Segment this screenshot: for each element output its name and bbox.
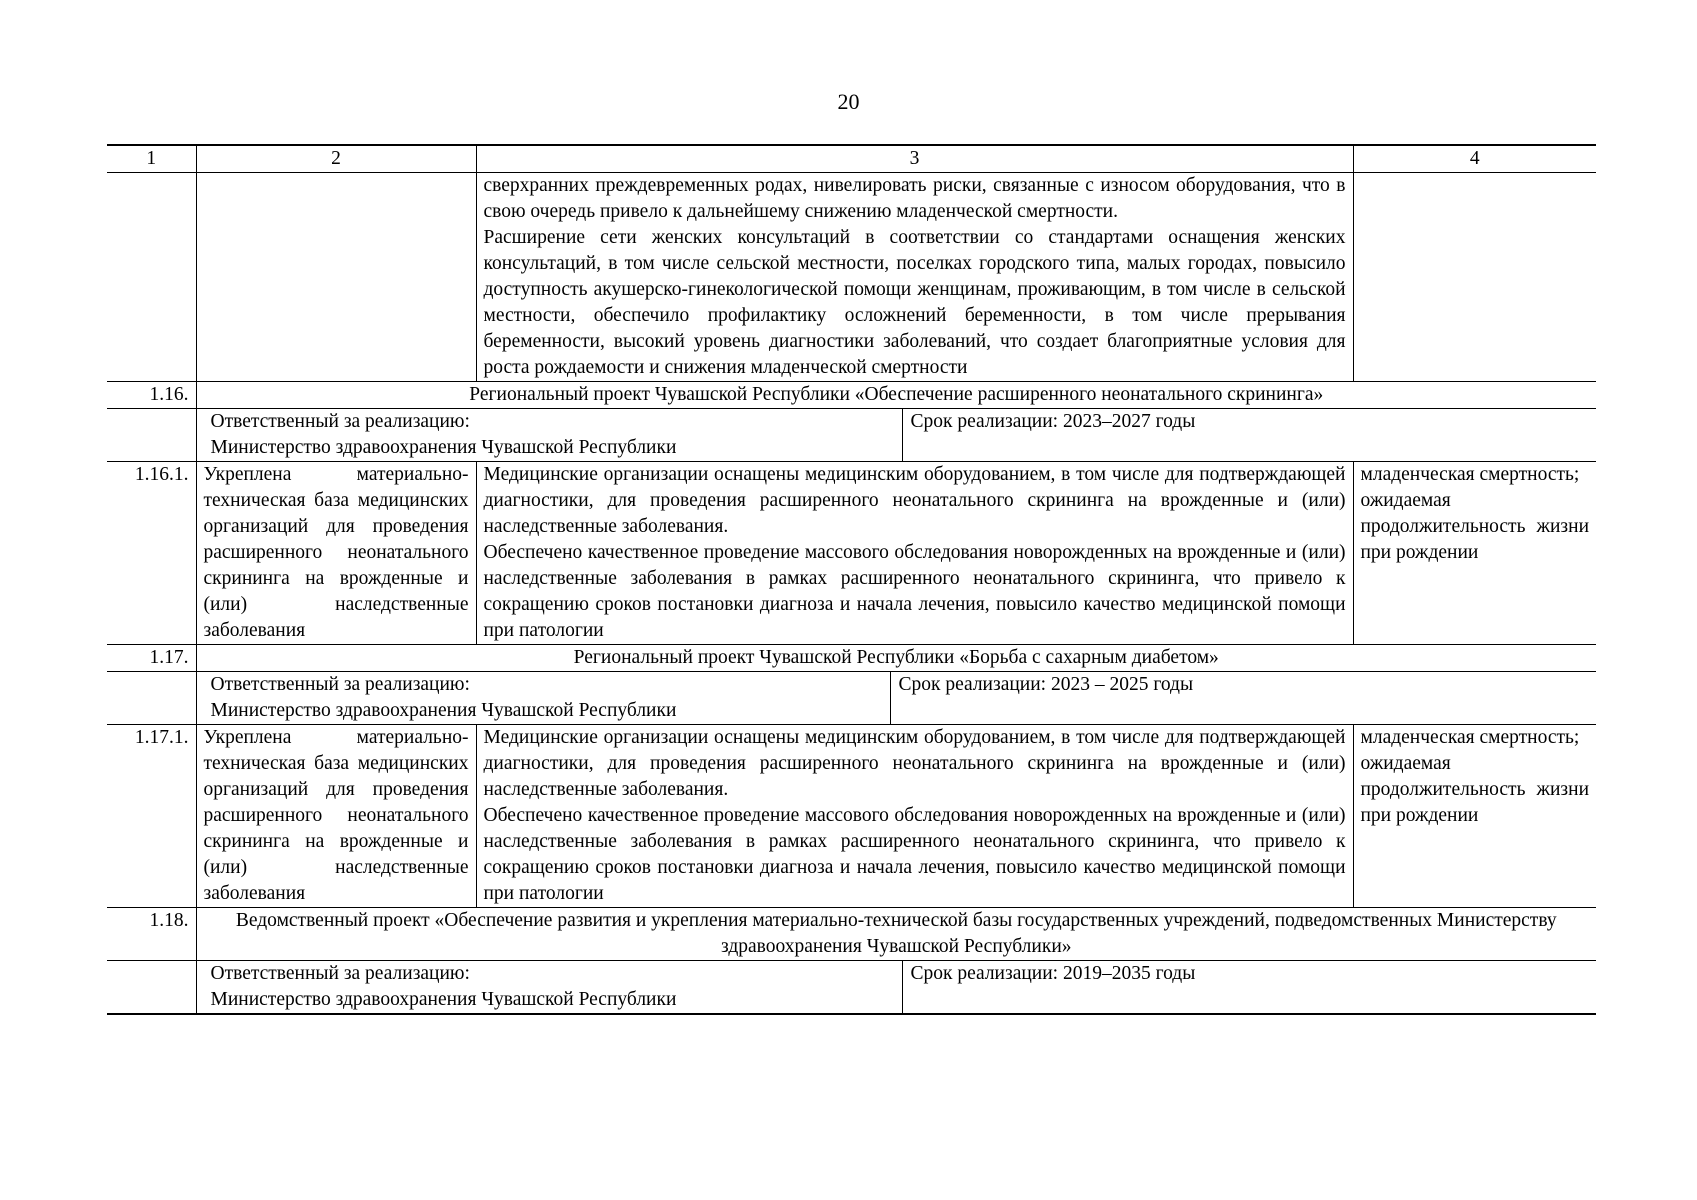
empty-num-cell xyxy=(107,672,196,725)
section-number: 1.16. xyxy=(107,382,196,409)
empty-num-cell xyxy=(107,409,196,462)
item-task: Укреплена материально-техническая база медицинских организаций для проведения расширенного неонатального скрининга на врожденные и (или) наследственные заболевания xyxy=(196,462,476,645)
item-indicators xyxy=(1353,462,1596,645)
page-number: 20 xyxy=(837,89,860,114)
responsible-row xyxy=(107,672,1596,725)
item-description xyxy=(476,462,1353,645)
responsible-label: Ответственный за реализацию: xyxy=(210,674,470,695)
term-block xyxy=(902,961,1196,1013)
header-col-4: 4 xyxy=(1353,145,1596,173)
responsible-block xyxy=(204,961,902,1013)
indicator: младенческая смертность; xyxy=(1360,464,1580,485)
measures-table xyxy=(107,144,1596,1015)
paragraph: Медицинские организации оснащены медицинским оборудованием, в том числе для подтверждающей диагностики, для проведения расширенного неонатального скрининга на врожденные и (или) наследственные заболевания. xyxy=(483,727,1346,800)
paragraph: Медицинские организации оснащены медицинским оборудованием, в том числе для подтверждающей диагностики, для проведения расширенного неонатального скрининга на врожденные и (или) наследственные заболевания. xyxy=(483,464,1346,537)
table-header-row xyxy=(107,145,1596,173)
responsible-label: Ответственный за реализацию: xyxy=(210,963,470,984)
header-col-1: 1 xyxy=(107,145,196,173)
section-title-row xyxy=(107,645,1596,672)
implementation-term: Срок реализации: 2019–2035 годы xyxy=(910,963,1196,984)
item-number: 1.16.1. xyxy=(107,462,196,645)
item-number: 1.17.1. xyxy=(107,725,196,908)
implementation-term: Срок реализации: 2023 – 2025 годы xyxy=(898,674,1194,695)
empty-num-cell xyxy=(107,961,196,1015)
item-row xyxy=(107,462,1596,645)
responsible-value: Министерство здравоохранения Чувашской Республики xyxy=(210,700,677,721)
term-block xyxy=(890,672,1194,724)
header-col-2: 2 xyxy=(196,145,476,173)
responsible-value: Министерство здравоохранения Чувашской Республики xyxy=(210,437,677,458)
responsible-row xyxy=(107,409,1596,462)
implementation-term: Срок реализации: 2023–2027 годы xyxy=(910,411,1196,432)
section-title: Ведомственный проект «Обеспечение развития и укрепления материально-технической базы государственных учреждений, подведомственных Министерству здравоохранения Чувашской Республики» xyxy=(196,908,1596,961)
item-task: Укреплена материально-техническая база медицинских организаций для проведения расширенного неонатального скрининга на врожденные и (или) наследственные заболевания xyxy=(196,725,476,908)
item-description xyxy=(476,725,1353,908)
section-number: 1.17. xyxy=(107,645,196,672)
responsible-cell xyxy=(196,672,1596,725)
continuation-row xyxy=(107,173,1596,382)
responsible-cell xyxy=(196,409,1596,462)
term-block xyxy=(902,409,1196,461)
item-row xyxy=(107,725,1596,908)
indicator: младенческая смертность; xyxy=(1360,727,1580,748)
indicator: ожидаемая продолжительность жизни при рождении xyxy=(1360,490,1589,563)
section-title: Региональный проект Чувашской Республики «Обеспечение расширенного неонатального скрининга» xyxy=(196,382,1596,409)
continuation-col2-cell xyxy=(196,173,476,382)
section-title: Региональный проект Чувашской Республики «Борьба с сахарным диабетом» xyxy=(196,645,1596,672)
responsible-value: Министерство здравоохранения Чувашской Республики xyxy=(210,989,677,1010)
continuation-col4-cell xyxy=(1353,173,1596,382)
section-title-row xyxy=(107,382,1596,409)
responsible-block xyxy=(204,409,902,461)
indicator: ожидаемая продолжительность жизни при рождении xyxy=(1360,753,1589,826)
continuation-col3-cell xyxy=(476,173,1353,382)
responsible-cell xyxy=(196,961,1596,1015)
responsible-label: Ответственный за реализацию: xyxy=(210,411,470,432)
section-title-row xyxy=(107,908,1596,961)
paragraph: Расширение сети женских консультаций в соответствии со стандартами оснащения женских консультаций, в том числе сельской местности, поселках городского типа, малых городах, повысило доступность акушерско-гинекологической помощи женщинам, проживающим, в том числе в сельской местности, обеспечило профилактику осложнений беременности, в том числе прерывания беременности, высокий уровень диагностики заболеваний, что создает благоприятные условия для роста рождаемости и снижения младенческой смертности xyxy=(483,227,1346,378)
responsible-block xyxy=(204,672,890,724)
responsible-row xyxy=(107,961,1596,1015)
continuation-num-cell xyxy=(107,173,196,382)
item-indicators xyxy=(1353,725,1596,908)
paragraph: сверхранних преждевременных родах, нивелировать риски, связанные с износом оборудования, что в свою очередь привело к дальнейшему снижению младенческой смертности. xyxy=(483,175,1346,222)
paragraph: Обеспечено качественное проведение массового обследования новорожденных на врожденные и (или) наследственные заболевания в рамках расширенного неонатального скрининга, что привело к сокращению сроков постановки диагноза и начала лечения, повысило качество медицинской помощи при патологии xyxy=(483,805,1346,904)
section-number: 1.18. xyxy=(107,908,196,961)
paragraph: Обеспечено качественное проведение массового обследования новорожденных на врожденные и (или) наследственные заболевания в рамках расширенного неонатального скрининга, что привело к сокращению сроков постановки диагноза и начала лечения, повысило качество медицинской помощи при патологии xyxy=(483,542,1346,641)
header-col-3: 3 xyxy=(476,145,1353,173)
